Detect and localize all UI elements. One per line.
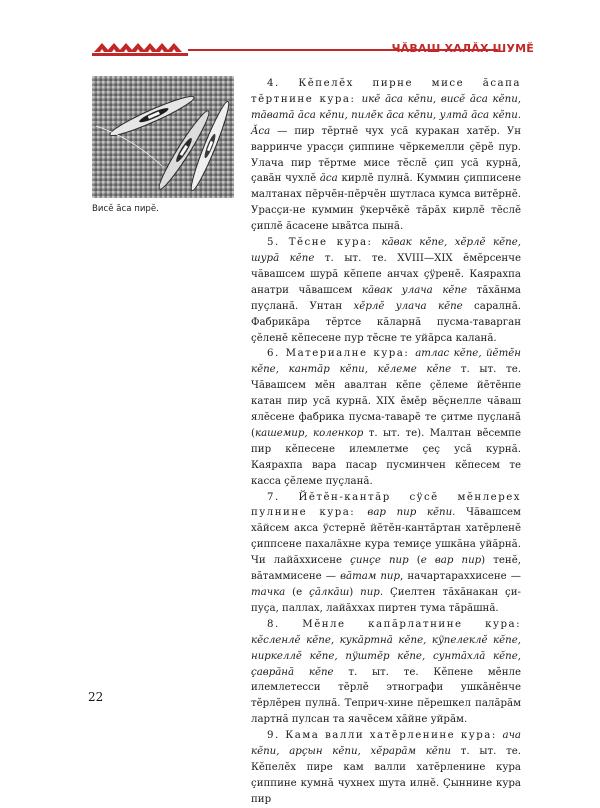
paragraph-text: т. ыт. те. Чăвашсем мĕн авалтан кĕпе çĕлеме йĕтĕнпе катан пир усă курнă. XIX ĕмĕр вĕçнелле чăваш ялĕсене фабрика пусма-таварĕ те çитме пуçланă ( [251, 364, 521, 439]
italic-term: ăса [319, 173, 338, 185]
italic-term: тачка [251, 587, 286, 598]
italic-term: кашемир, коленкор [254, 427, 364, 439]
paragraph-heading: 5. Тĕсне кура: [267, 237, 382, 249]
paragraph-5 [251, 235, 521, 346]
italic-term: кăвак кĕпе, хĕрлĕ кĕпе, шурă кĕпе [251, 237, 521, 264]
italic-term: вăтам пир [340, 571, 401, 583]
figure-caption: Висĕ ăса пирĕ. [92, 204, 159, 214]
paragraph-text: . Çиелтен тăхăнакан çи-пуçа, паллах, лайăххах пиртен тума тăрăшнă. [251, 587, 522, 614]
italic-term: пир [360, 587, 380, 598]
italic-term: атлас кĕпе, йĕтĕн кĕпе, кантăр кĕпи, кĕлеме кĕпе [251, 348, 521, 376]
paragraph-text: т. ыт. те. Кĕпене мĕнле илемлетесси тĕрлĕ этнографи ушкăнĕнче тĕрлĕрен пулнă. Теприч-хине пĕрешкел палăрăм лартнă пулсан та яачĕсем хăйне уйрăм. [251, 666, 522, 726]
paragraph-heading: 6. Материалне кура: [267, 348, 416, 360]
italic-term: кĕсленлĕ кĕпе, кукăртнă кĕпе, кÿпелеклĕ кĕпе, ниркеллĕ кĕпе, пÿштĕр кĕпе, сунтăхлă кĕпе, çаврăнă кĕпе [251, 634, 521, 678]
paragraph-heading: 8. Мĕнле капăрлатнине кура: [267, 618, 521, 630]
italic-term: хĕрлĕ улача кĕпе [353, 300, 463, 312]
paragraph-heading: 4. Кĕпелĕх пирне мисе ăсапа тĕртнине кура: [251, 78, 521, 105]
paragraph-text: ) [349, 587, 361, 598]
page-number: 22 [88, 690, 104, 704]
italic-term: çинçе пир [350, 555, 409, 567]
header-ornament-icon [92, 40, 188, 56]
paragraph-text: т. ыт. те. Кĕпелĕх пире кам валли хатĕрленине кура çиппине кумнă чухнех шута илнĕ. Çыннине кура пир [251, 746, 521, 805]
paragraph-7 [251, 490, 521, 617]
paragraph-heading: 7. Йĕтĕн-кантăр сÿсĕ мĕнлерех пулнине кура: [251, 491, 521, 519]
paragraph-text: — пир тĕртнĕ чух усă куракан хатĕр. Ун варринче урасçи çиппине чĕркемелли çĕрĕ пур. Улача пир тĕртме мисе тĕслĕ çип усă курнă, çавăн чухлĕ [251, 125, 521, 185]
italic-term: вар пир кĕпи. [367, 507, 456, 519]
running-header-title: ЧĂВАШ ХАЛĂХ ШУМĔ [391, 42, 534, 55]
paragraph-text: тăхăнма пуçланă. Унтан [251, 284, 521, 312]
paragraph-8 [251, 617, 521, 728]
paragraph-9 [251, 728, 521, 808]
italic-term: е вар пир [420, 555, 482, 567]
italic-term: ача кĕпи, арçын кĕпи, хĕрарăм кĕпи [251, 730, 521, 758]
shuttles-photo [92, 76, 234, 198]
paragraph-heading: 9. Кама валли хатĕрленине кура: [267, 730, 503, 742]
main-text-column [251, 76, 521, 808]
italic-term: çăлкăш [309, 587, 350, 598]
paragraph-4 [251, 76, 521, 235]
paragraph-text: ( [408, 555, 421, 567]
paragraph-text: кирлĕ пулнă. Куммин çипписене малтанах пĕрчĕн-пĕрчĕн шутласа кумса витĕрнĕ. Урасçи-не куммин ÿкерчĕкĕ тăрăх кирлĕ тĕслĕ çиплĕ ăсасене ывăтса пынă. [251, 173, 521, 233]
paragraph-text: (е [285, 587, 310, 598]
paragraph-text: ) тенĕ, вăтаммисене — [251, 555, 521, 583]
paragraph-text: Чăвашсем хăйсем акса ÿстернĕ йĕтĕн-кантăртан хатĕрленĕ çиппсене пахалăхне кура темиçе ушкăна уйăрнă. Чи лайăххисене [251, 507, 521, 567]
italic-term: кăвак улача кĕпе [361, 284, 468, 296]
paragraph-text: саралнă. Фабрикăра тĕртсе кăларнă пусма-таварган çĕленĕ кĕпесене пур тĕсне те уйăрса каланă. [251, 300, 522, 344]
paragraph-text: т. ыт. те. XVIII—XIX ĕмĕрсенче чăвашсем шурă кĕпепе анчах çÿренĕ. Каярахпа анатри чăвашсем [251, 252, 521, 296]
paragraph-text: т. ыт. те). Малтан вĕсемпе пир кĕпесене илемлетме çеç усă курнă. Каярахпа вара пасар пусминчен кĕпесем те касса çĕлеме пуçланă. [251, 427, 521, 487]
paragraph-text: , начартараххисене — [400, 571, 521, 583]
italic-term: икĕ ăса кĕпи, висĕ ăса кĕпи, тăватă ăса кĕпи, пилĕк ăса кĕпи, ултă ăса кĕпи. Ăса [251, 93, 521, 137]
paragraph-6 [251, 346, 521, 489]
